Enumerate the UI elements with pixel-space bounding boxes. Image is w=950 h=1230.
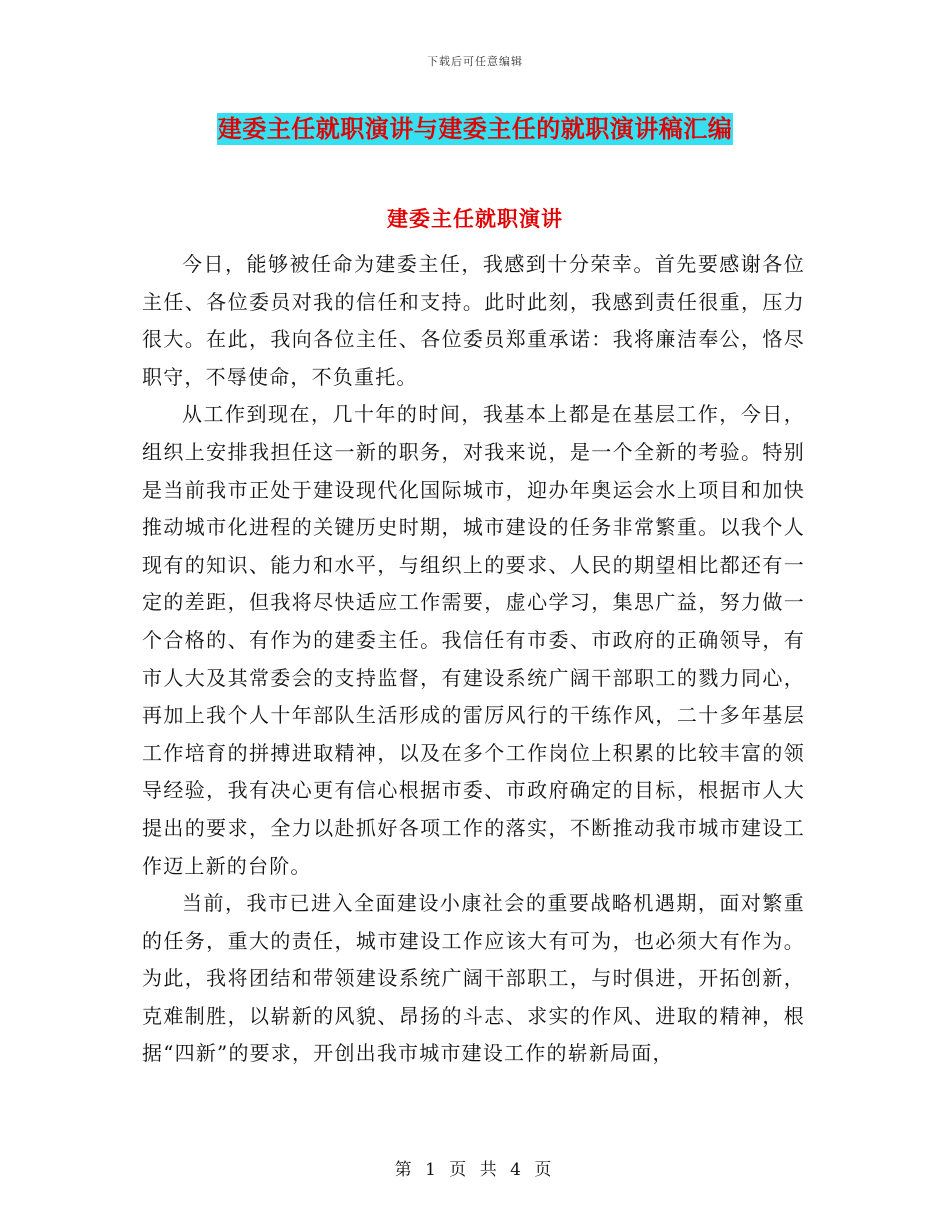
paragraph: 从工作到现在，几十年的时间，我基本上都是在基层工作，今日，组织上安排我担任这一新的职务，对我来说，是一个全新的考验。特别是当前我市正处于建设现代化国际城市，迎办年奥运会水上项目和加快推动城市化进程的关键历史时期，城市建设的任务非常繁重。以我个人现有的知识、能力和水平，与组织上的要求、人民的期望相比都还有一定的差距，但我将尽快适应工作需要，虚心学习，集思广益，努力做一个合格的、有作为的建委主任。我信任有市委、市政府的正确领导，有市人大及其常委会的支持监督，有建设系统广阔干部职工的戮力同心，再加上我个人十年部队生活形成的雷厉风行的干练作风，二十多年基层工作培育的拼搏进取精神，以及在多个工作岗位上积累的比较丰富的领导经验，我有决心更有信心根据市委、市政府确定的目标，根据市人大提出的要求，全力以赴抓好各项工作的落实，不断推动我市城市建设工作迈上新的台阶。: [142, 402, 805, 878]
paragraph: 今日，能够被任命为建委主任，我感到十分荣幸。首先要感谢各位主任、各位委员对我的信任和支持。此时此刻，我感到责任很重，压力很大。在此，我向各位主任、各位委员郑重承诺：我将廉洁奉公，恪尽职守，不辱使命，不负重托。: [142, 252, 805, 389]
document-title-wrap: [0, 113, 950, 145]
header-note: 下载后可任意编辑: [427, 55, 523, 68]
document-title: 建委主任就职演讲与建委主任的就职演讲稿汇编: [217, 114, 733, 143]
paragraph: 当前，我市已进入全面建设小康社会的重要战略机遇期，面对繁重的任务，重大的责任，城市建设工作应该大有可为，也必须大有作为。为此，我将团结和带领建设系统广阔干部职工，与时俱进，开拓创新，克难制胜，以崭新的风貌、昂扬的斗志、求实的作风、进取的精神，根据“四新”的要求，开创出我市城市建设工作的崭新局面，: [142, 891, 805, 1066]
page-number: 第 1 页 共 4 页: [394, 1160, 556, 1180]
body-text: [142, 246, 805, 1073]
section-title: 建委主任就职演讲: [387, 206, 563, 231]
